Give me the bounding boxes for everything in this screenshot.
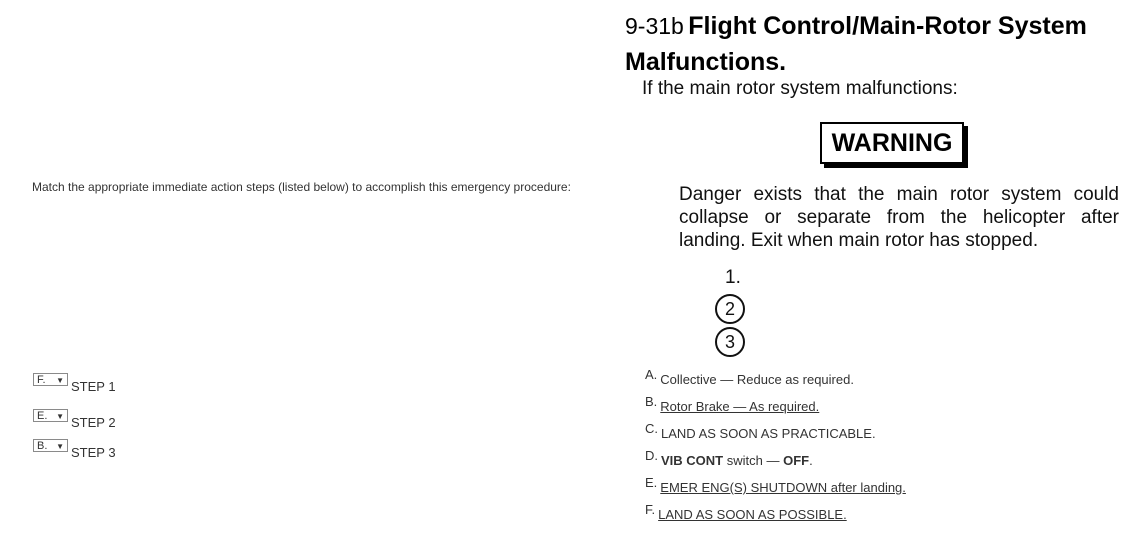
- option-f: [645, 502, 847, 522]
- option-e-text: EMER ENG(S) SHUTDOWN after landing.: [660, 480, 906, 495]
- step-1-select[interactable]: [33, 373, 68, 386]
- option-e-letter: E.: [645, 475, 658, 490]
- warning-label: WARNING: [820, 122, 964, 164]
- step-1-selected-value: F.: [37, 374, 46, 386]
- step-2-selected-value: E.: [37, 410, 48, 422]
- procedure-intro: If the main rotor system malfunctions:: [642, 78, 958, 99]
- step-2-label: STEP 2: [71, 415, 116, 430]
- option-d: [645, 448, 813, 468]
- procedure-title-text: Flight Control/Main-Rotor System Malfunctions.: [625, 12, 1087, 76]
- step-row-3: [33, 439, 116, 460]
- procedure-number: 9-31b: [625, 13, 684, 39]
- step-row-1: [33, 373, 116, 394]
- step-3-label: STEP 3: [71, 445, 116, 460]
- option-b-text: Rotor Brake — As required.: [660, 399, 820, 414]
- option-a-letter: A.: [645, 367, 658, 382]
- procedure-step-2-circled: 2: [715, 294, 745, 324]
- step-2-select[interactable]: [33, 409, 68, 422]
- warning-text: Danger exists that the main rotor system could collapse or separate from the helicopter after landing. Exit when main rotor has stopped.: [679, 184, 1119, 251]
- procedure-title: [625, 10, 1145, 82]
- procedure-step-3-circled: 3: [715, 327, 745, 357]
- dropdown-arrow-icon: ▼: [56, 412, 64, 421]
- dropdown-arrow-icon: ▼: [56, 376, 64, 385]
- option-d-letter: D.: [645, 448, 658, 463]
- option-d-mid: switch —: [723, 453, 784, 468]
- option-c-text: LAND AS SOON AS PRACTICABLE.: [661, 426, 876, 441]
- procedure-step-1: 1.: [725, 267, 741, 288]
- step-3-selected-value: B.: [37, 440, 48, 452]
- option-f-letter: F.: [645, 502, 656, 517]
- option-d-bold-1: VIB CONT: [661, 453, 724, 468]
- step-3-select[interactable]: [33, 439, 68, 452]
- step-row-2: [33, 409, 116, 430]
- option-d-end: .: [809, 453, 813, 468]
- option-a: [645, 367, 854, 387]
- option-c: [645, 421, 876, 441]
- instruction-text: Match the appropriate immediate action steps (listed below) to accomplish this emergency procedure:: [32, 180, 571, 194]
- dropdown-arrow-icon: ▼: [56, 442, 64, 451]
- option-b-letter: B.: [645, 394, 658, 409]
- option-e: [645, 475, 906, 495]
- step-1-label: STEP 1: [71, 379, 116, 394]
- option-a-text: Collective — Reduce as required.: [660, 372, 854, 387]
- option-f-text: LAND AS SOON AS POSSIBLE.: [658, 507, 847, 522]
- option-c-letter: C.: [645, 421, 658, 436]
- option-b: [645, 394, 820, 414]
- option-d-bold-2: OFF: [783, 453, 810, 468]
